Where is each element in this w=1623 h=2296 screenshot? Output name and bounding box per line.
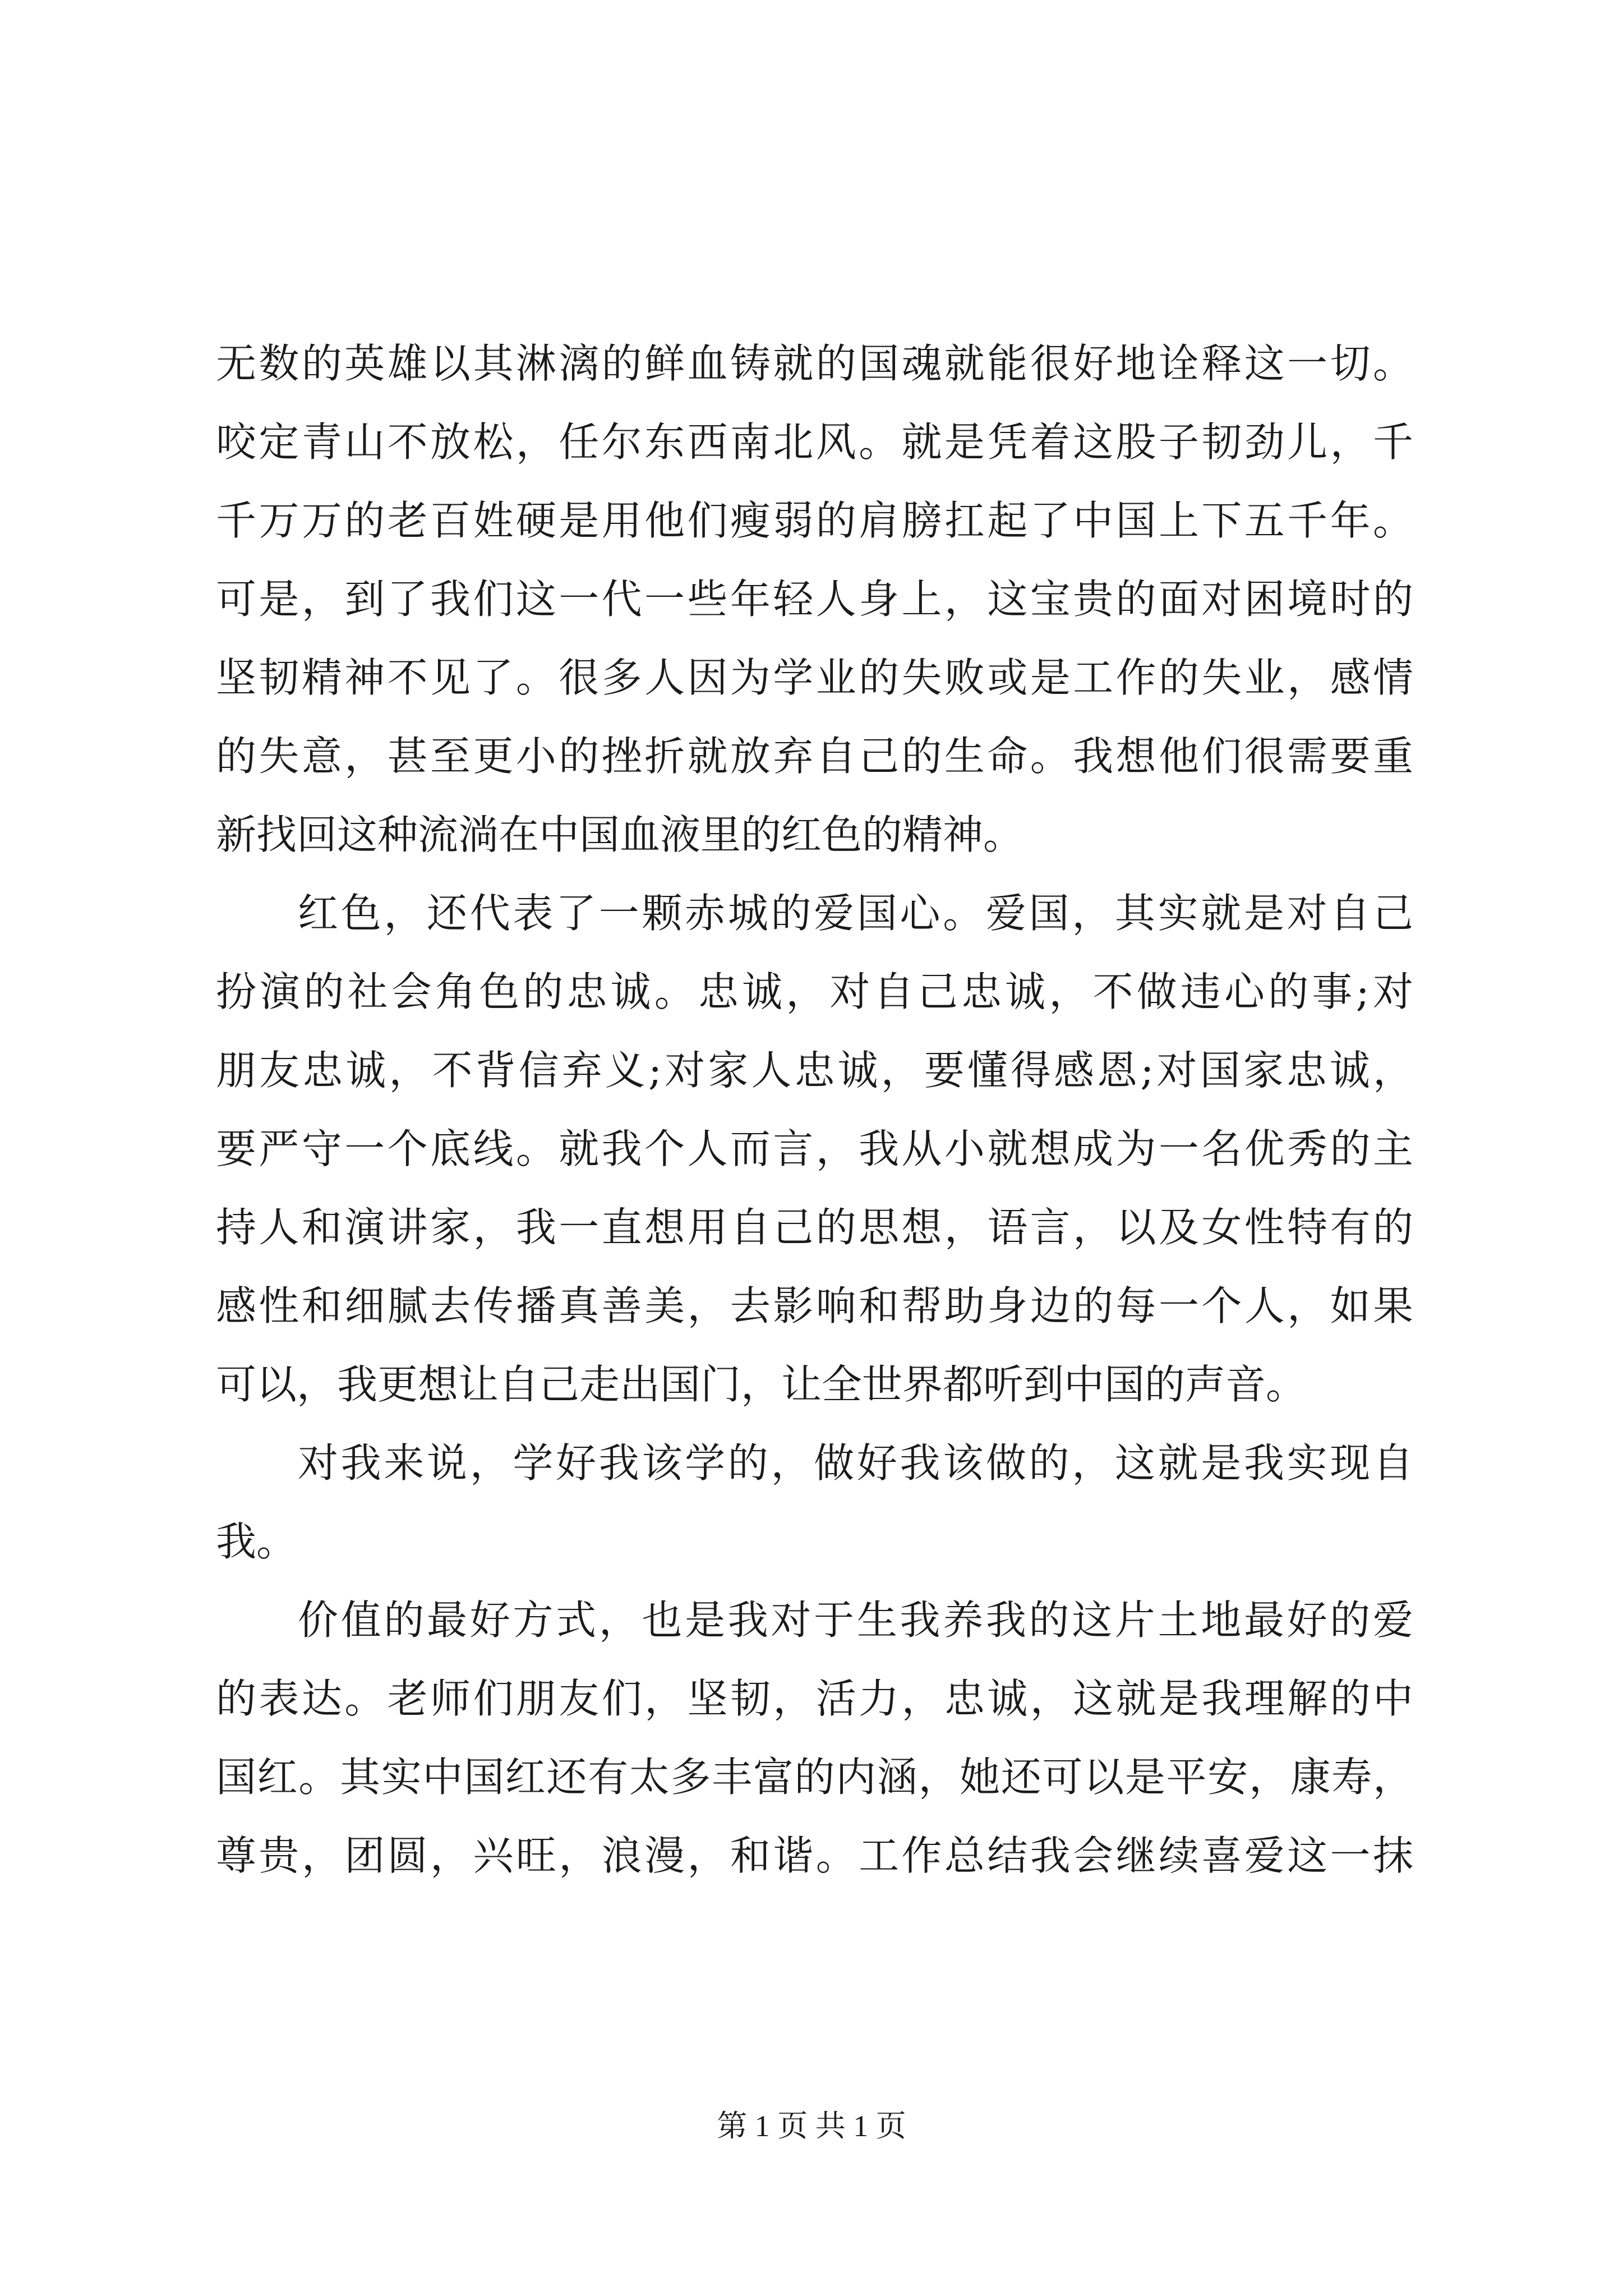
text-line: 新找回这种流淌在中国血液里的红色的精神。 — [216, 811, 1024, 858]
text-line: 持人和演讲家，我一直想用自己的思想，语言，以及女性特有的 — [216, 1204, 1413, 1251]
text-line: 可是，到了我们这一代一些年轻人身上，这宝贵的面对困境时的 — [216, 576, 1413, 623]
page-footer: 第 1 页 共 1 页 — [717, 2109, 906, 2143]
text-line: 价值的最好方式，也是我对于生我养我的这片土地最好的爱 — [298, 1596, 1413, 1644]
text-line: 要严守一个底线。就我个人而言，我从小就想成为一名优秀的主 — [216, 1125, 1413, 1172]
text-line: 坚韧精神不见了。很多人因为学业的失败或是工作的失业，感情 — [216, 654, 1413, 701]
text-line: 无数的英雄以其淋漓的鲜血铸就的国魂就能很好地诠释这一切。 — [216, 340, 1413, 387]
text-line: 的失意，甚至更小的挫折就放弃自己的生命。我想他们很需要重 — [216, 733, 1413, 780]
text-line: 可以，我更想让自己走出国门，让全世界都听到中国的声音。 — [216, 1361, 1307, 1408]
text-line: 红色，还代表了一颗赤城的爱国心。爱国，其实就是对自己 — [298, 890, 1413, 937]
text-line: 感性和细腻去传播真善美，去影响和帮助身边的每一个人，如果 — [216, 1282, 1413, 1329]
text-line: 我。 — [216, 1518, 297, 1565]
text-line: 朋友忠诚，不背信弃义;对家人忠诚，要懂得感恩;对国家忠诚， — [216, 1047, 1413, 1094]
text-line: 尊贵，团圆，兴旺，浪漫，和谐。工作总结我会继续喜爱这一抹 — [216, 1832, 1413, 1879]
text-line: 千万万的老百姓硬是用他们瘦弱的肩膀扛起了中国上下五千年。 — [216, 497, 1413, 544]
text-line: 咬定青山不放松，任尔东西南北风。就是凭着这股子韧劲儿，千 — [216, 418, 1413, 466]
text-line: 的表达。老师们朋友们，坚韧，活力，忠诚，这就是我理解的中 — [216, 1675, 1413, 1722]
text-line: 国红。其实中国红还有太多丰富的内涵，她还可以是平安，康寿， — [216, 1754, 1413, 1801]
text-line: 对我来说，学好我该学的，做好我该做的，这就是我实现自 — [298, 1439, 1413, 1487]
text-line: 扮演的社会角色的忠诚。忠诚，对自己忠诚，不做违心的事;对 — [216, 968, 1413, 1015]
